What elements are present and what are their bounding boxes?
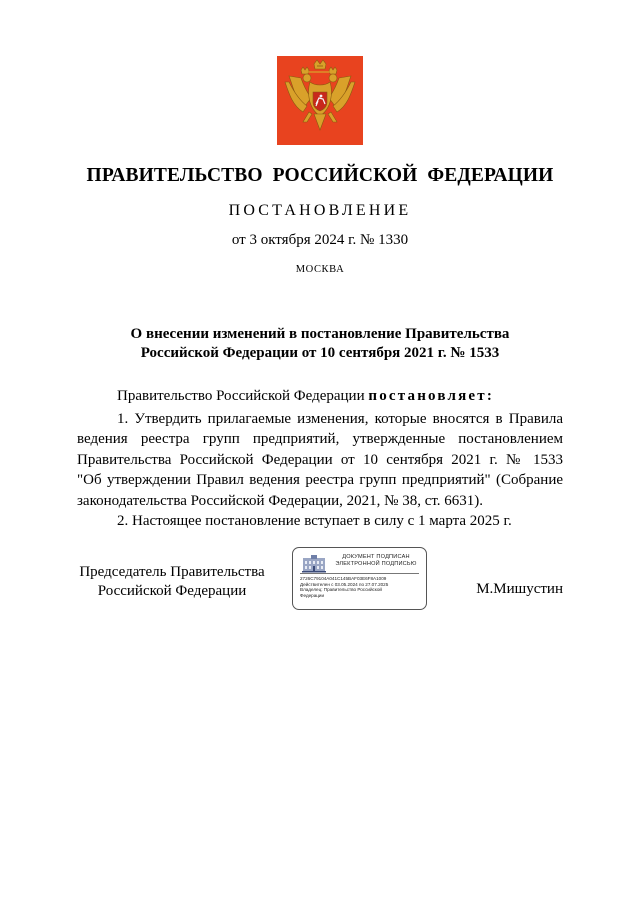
electronic-signature-stamp	[292, 547, 427, 610]
preamble-text: Правительство Российской Федерации	[117, 388, 365, 404]
item-1-line: Правительства Российской Федерации от 10 сентября 2021 г. № 1533	[77, 451, 563, 468]
stamp-details	[300, 576, 422, 598]
decides-word: постановляет:	[368, 388, 495, 404]
certificate-owner: Федерации	[300, 592, 325, 598]
signer-position	[76, 563, 268, 601]
document-subject	[80, 325, 560, 363]
certificate-owner: Владелец: Правительство Российской	[300, 587, 382, 593]
item-1-line: 1. Утвердить прилагаемые изменения, которые вносятся в Правила	[117, 410, 563, 427]
document-body	[77, 386, 563, 532]
coat-of-arms-icon	[277, 56, 363, 145]
signer-position-line: Российской Федерации	[97, 583, 247, 599]
item-1-line: ведения реестра групп предприятий, утвержденные постановлением	[77, 431, 563, 447]
preamble-paragraph	[77, 386, 563, 407]
certificate-validity: Действителен с 03.05.2024 по 27.07.2025	[300, 581, 389, 587]
signer-name: М.Мишустин	[476, 581, 563, 597]
stamp-heading	[329, 554, 423, 567]
item-2-paragraph	[77, 511, 563, 532]
item-2-line: 2. Настоящее постановление вступает в силу с 1 марта 2025 г.	[117, 513, 512, 529]
signer-position-line: Председатель Правительства	[79, 564, 265, 580]
government-building-icon	[301, 554, 327, 574]
document-city: МОСКВА	[295, 264, 345, 275]
stamp-heading-line: ДОКУМЕНТ ПОДПИСАН	[342, 554, 410, 560]
item-1-paragraph	[77, 409, 563, 512]
subject-line: Российской Федерации от 10 сентября 2021 г. № 1533	[140, 345, 500, 361]
subject-line: О внесении изменений в постановление Правительства	[130, 326, 510, 342]
item-1-line: законодательства Российской Федерации, 2021, № 38, ст. 6631).	[77, 492, 484, 509]
document-date-number: от 3 октября 2024 г. № 1330	[231, 232, 409, 248]
document-type: ПОСТАНОВЛЕНИЕ	[228, 202, 412, 219]
stamp-heading-line: ЭЛЕКТРОННОЙ ПОДПИСЬЮ	[335, 560, 417, 567]
government-title: ПРАВИТЕЛЬСТВО РОССИЙСКОЙ ФЕДЕРАЦИИ	[86, 165, 554, 186]
certificate-serial: 2726C79104A041C145BAF03E6F8A1009	[300, 576, 387, 581]
stamp-divider	[300, 573, 419, 574]
item-1-line: "Об утверждении Правил ведения реестра групп предприятий" (Собрание	[77, 472, 563, 488]
